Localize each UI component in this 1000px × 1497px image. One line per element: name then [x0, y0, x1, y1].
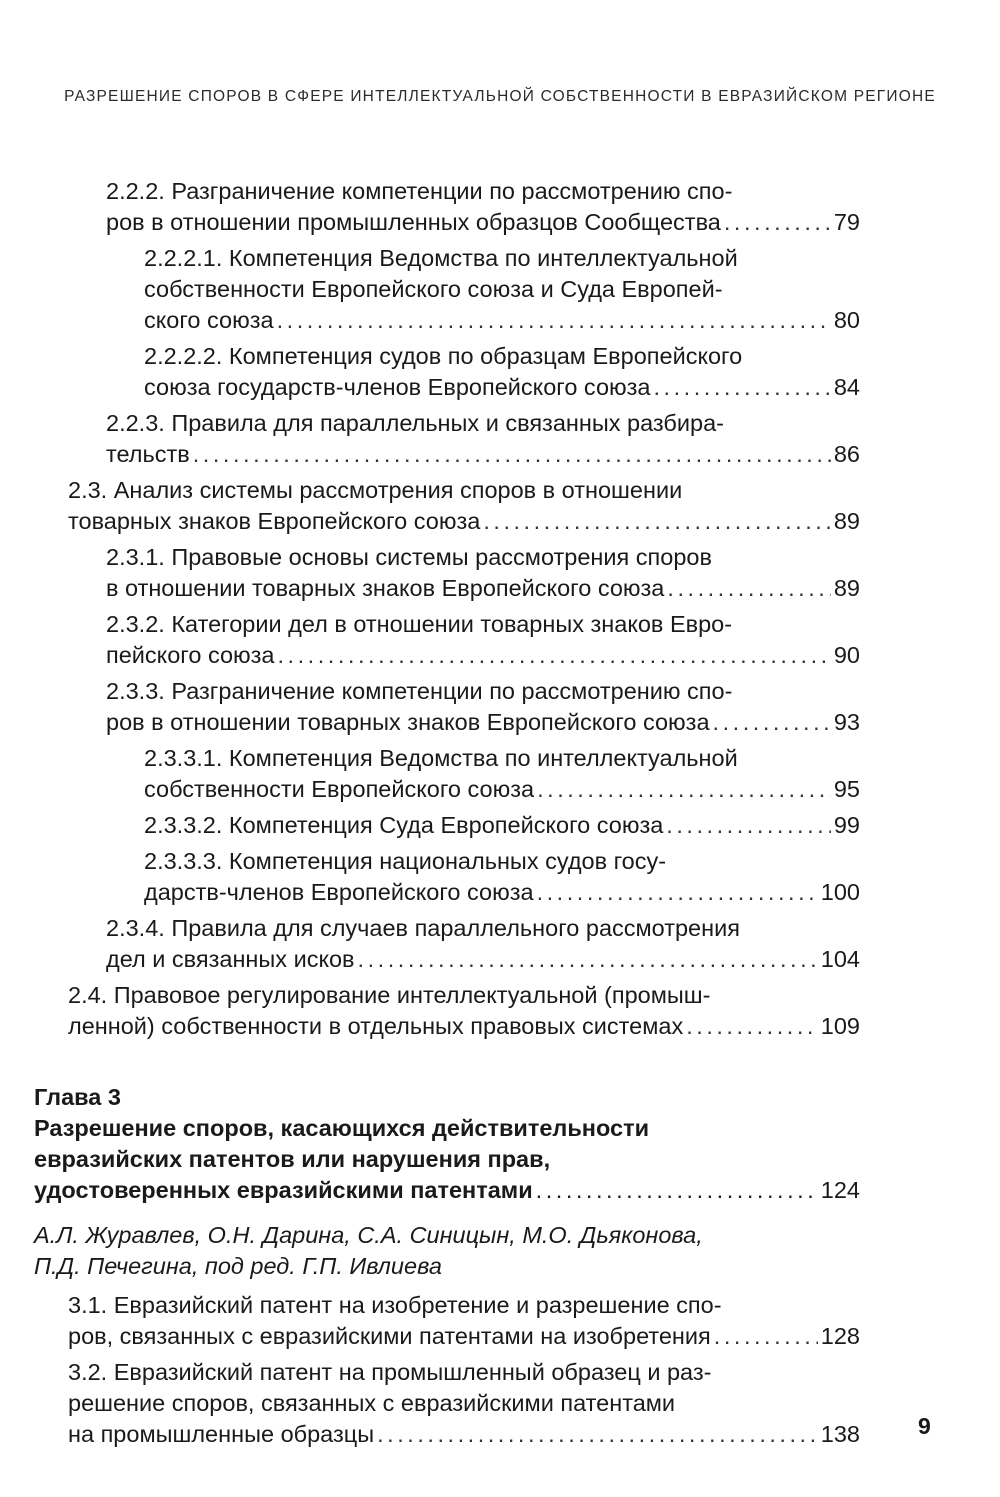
toc-line: союза государств-членов Европейского союза — [144, 374, 651, 400]
page-ref: 80 — [833, 307, 860, 333]
leader-dots — [537, 877, 818, 908]
toc-entry-2-3-2 — [0, 609, 860, 671]
toc-line: 2.3.3.1. Компетенция Ведомства по интеллектуальной — [144, 745, 738, 771]
page-ref: 124 — [820, 1177, 860, 1203]
toc-entry-2-2-2 — [0, 176, 860, 238]
toc-line: решение споров, связанных с евразийскими патентами — [68, 1390, 676, 1416]
chapter-title — [34, 1113, 860, 1206]
page-ref: 99 — [833, 812, 860, 838]
toc-line: на промышленные образцы — [68, 1421, 375, 1447]
toc-entry-2-3-3 — [0, 676, 860, 738]
toc-entry-2-2-2-2 — [0, 341, 860, 403]
page-ref: 90 — [833, 642, 860, 668]
page-ref: 86 — [833, 441, 860, 467]
leader-dots — [653, 372, 830, 403]
toc-line: ров в отношении промышленных образцов Сообщества — [106, 209, 721, 235]
toc-line: товарных знаков Европейского союза — [68, 508, 481, 534]
table-of-contents — [0, 176, 1000, 1047]
toc-entry-2-3-1 — [0, 542, 860, 604]
leader-dots — [278, 640, 831, 671]
chapter-title-line: удостоверенных евразийскими патентами — [34, 1177, 533, 1203]
toc-line: дел и связанных исков — [106, 946, 355, 972]
toc-line: в отношении товарных знаков Европейского союза — [106, 575, 665, 601]
leader-dots — [713, 707, 831, 738]
running-head: РАЗРЕШЕНИЕ СПОРОВ В СФЕРЕ ИНТЕЛЛЕКТУАЛЬНОЙ СОБСТВЕННОСТИ В ЕВРАЗИЙСКОМ РЕГИОНЕ — [64, 88, 936, 105]
toc-line: ского союза — [144, 307, 274, 333]
toc-entry-2-2-2-1 — [0, 243, 860, 336]
toc-line: 2.2.2. Разграничение компетенции по рассмотрению спо- — [106, 178, 733, 204]
leader-dots — [666, 810, 831, 841]
chapter-title-line: евразийских патентов или нарушения прав, — [34, 1146, 551, 1172]
toc-line: 2.2.3. Правила для параллельных и связанных разбира- — [106, 410, 724, 436]
page-ref: 89 — [833, 508, 860, 534]
toc-line: 2.3. Анализ системы рассмотрения споров в отношении — [68, 477, 683, 503]
toc-line: собственности Европейского союза и Суда Европей- — [144, 276, 723, 302]
chapter-3-contents — [0, 1290, 1000, 1455]
chapter-label: Глава 3 — [34, 1084, 121, 1110]
chapter-3-heading — [34, 1082, 860, 1282]
toc-line: 3.1. Евразийский патент на изобретение и разрешение спо- — [68, 1292, 722, 1318]
toc-entry-2-3 — [0, 475, 860, 537]
leader-dots — [686, 1011, 818, 1042]
page-ref: 84 — [833, 374, 860, 400]
page-ref: 93 — [833, 709, 860, 735]
leader-dots — [536, 1177, 818, 1204]
toc-line: 2.3.4. Правила для случаев параллельного рассмотрения — [106, 915, 740, 941]
toc-entry-2-3-4 — [0, 913, 860, 975]
toc-line: 2.2.2.1. Компетенция Ведомства по интеллектуальной — [144, 245, 738, 271]
toc-entry-2-3-3-1 — [0, 743, 860, 805]
leader-dots — [667, 573, 830, 604]
toc-line: 3.2. Евразийский патент на промышленный образец и раз- — [68, 1359, 712, 1385]
toc-entry-2-2-3 — [0, 408, 860, 470]
authors-line: А.Л. Журавлев, О.Н. Дарина, С.А. Синицын, М.О. Дьяконова, — [34, 1222, 703, 1248]
toc-entry-2-3-3-3 — [0, 846, 860, 908]
toc-line: 2.3.2. Категории дел в отношении товарных знаков Евро- — [106, 611, 733, 637]
toc-line: 2.4. Правовое регулирование интеллектуальной (промыш- — [68, 982, 711, 1008]
leader-dots — [193, 439, 831, 470]
toc-entry-3-1 — [0, 1290, 860, 1352]
page-ref: 95 — [833, 776, 860, 802]
page-ref: 128 — [820, 1323, 860, 1349]
page-ref: 100 — [820, 879, 860, 905]
toc-line: пейского союза — [106, 642, 275, 668]
toc-line: ров в отношении товарных знаков Европейского союза — [106, 709, 710, 735]
leader-dots — [537, 774, 831, 805]
toc-entry-3-2 — [0, 1357, 860, 1450]
toc-line: 2.3.3.2. Компетенция Суда Европейского союза — [144, 812, 664, 838]
page-ref: 89 — [833, 575, 860, 601]
toc-entry-2-4 — [0, 980, 860, 1042]
leader-dots — [377, 1419, 818, 1450]
toc-entry-2-3-3-2 — [0, 810, 860, 841]
toc-line: собственности Европейского союза — [144, 776, 535, 802]
page-ref: 79 — [833, 209, 860, 235]
leader-dots — [483, 506, 831, 537]
authors-line: П.Д. Печегина, под ред. Г.П. Ивлиева — [34, 1253, 442, 1279]
toc-line: ленной) собственности в отдельных правовых системах — [68, 1013, 684, 1039]
chapter-title-line: Разрешение споров, касающихся действительности — [34, 1115, 650, 1141]
toc-line: 2.3.3. Разграничение компетенции по рассмотрению спо- — [106, 678, 733, 704]
leader-dots — [358, 944, 818, 975]
page-ref: 138 — [820, 1421, 860, 1447]
page-number: 9 — [918, 1413, 931, 1439]
page-ref: 109 — [820, 1013, 860, 1039]
leader-dots — [277, 305, 831, 336]
page-ref: 104 — [820, 946, 860, 972]
toc-line: 2.2.2.2. Компетенция судов по образцам Европейского — [144, 343, 743, 369]
toc-line: 2.3.3.3. Компетенция национальных судов госу- — [144, 848, 667, 874]
chapter-authors — [34, 1220, 860, 1282]
toc-line: дарств-членов Европейского союза — [144, 879, 534, 905]
toc-line: тельств — [106, 441, 190, 467]
leader-dots — [714, 1321, 818, 1352]
toc-line: 2.3.1. Правовые основы системы рассмотрения споров — [106, 544, 712, 570]
leader-dots — [724, 207, 831, 238]
toc-line: ров, связанных с евразийскими патентами на изобретения — [68, 1323, 711, 1349]
